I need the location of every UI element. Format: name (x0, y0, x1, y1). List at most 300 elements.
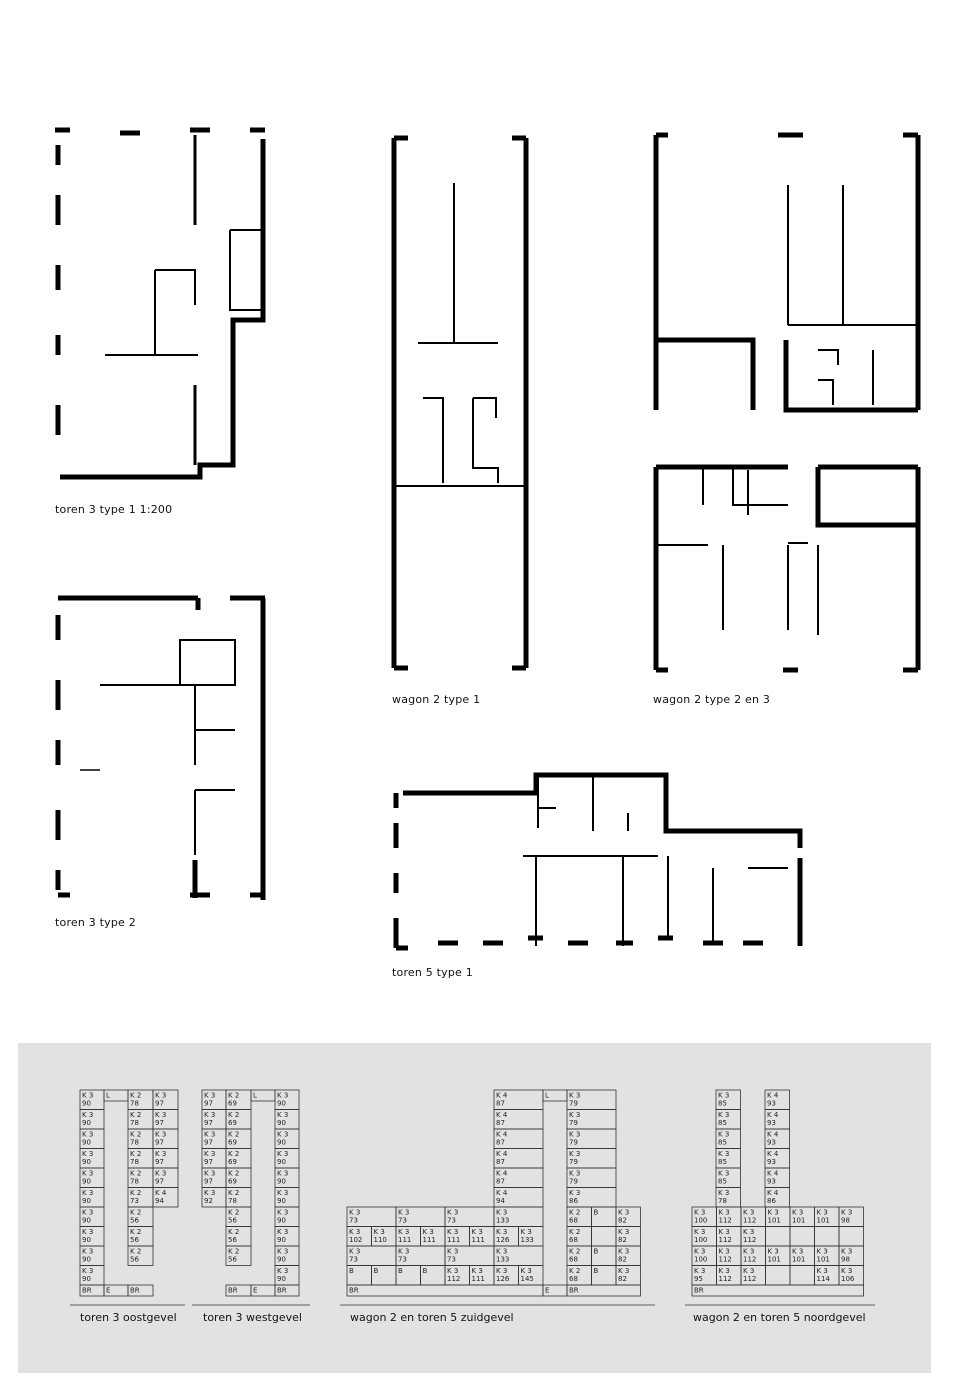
cell-label: K 3 (373, 1228, 385, 1236)
oost-cell (153, 1129, 178, 1149)
zuid-cell (567, 1207, 592, 1227)
noord-tower-cell (716, 1129, 741, 1149)
oost-cell (80, 1227, 104, 1247)
cell-label: B (593, 1208, 599, 1217)
cell-label: 69 (228, 1138, 237, 1147)
cell-label: 87 (496, 1138, 505, 1147)
cell-label: 82 (618, 1216, 627, 1225)
noord-cell (766, 1207, 791, 1227)
cell-label: 90 (82, 1138, 91, 1147)
west-cell (202, 1090, 226, 1110)
cell-label: K 3 (694, 1208, 706, 1217)
cell-label: K 3 (277, 1267, 289, 1275)
cell-label: 69 (228, 1119, 237, 1127)
cell-label: 78 (130, 1099, 139, 1108)
cell-label: B (398, 1267, 403, 1275)
cell-label: K 2 (228, 1169, 240, 1178)
cell-label: K 3 (694, 1267, 706, 1275)
noord-cell (815, 1207, 840, 1227)
noord-cell (692, 1285, 864, 1296)
oost-cell (153, 1188, 178, 1208)
cell-label: 97 (204, 1177, 213, 1186)
oost-cell (153, 1149, 178, 1169)
cell-label: 78 (228, 1197, 237, 1205)
zuid-tower-cell (494, 1188, 543, 1208)
cell-label: K 3 (155, 1169, 167, 1178)
cell-label: K 3 (767, 1208, 779, 1217)
cell-label: BR (349, 1286, 359, 1295)
zuid-cell (445, 1207, 494, 1227)
cell-label: K 2 (130, 1150, 142, 1158)
noord-cell (741, 1207, 766, 1227)
cell-label: 93 (767, 1138, 776, 1147)
cell-label: 79 (569, 1119, 578, 1127)
cell-label: 85 (718, 1119, 727, 1127)
cell-label: K 4 (496, 1169, 508, 1178)
zuid-cell (592, 1266, 617, 1286)
west-cell (202, 1168, 226, 1188)
cell-label: 97 (204, 1099, 213, 1108)
zuid-cell (445, 1266, 470, 1286)
cell-label: 90 (277, 1119, 286, 1127)
cell-label: K 3 (816, 1267, 828, 1275)
cell-label: K 3 (82, 1150, 94, 1158)
cell-label: K 3 (398, 1247, 410, 1256)
cell-label: K 3 (447, 1208, 459, 1217)
cell-label: K 3 (816, 1247, 828, 1256)
cell-label: K 2 (228, 1130, 240, 1139)
cell-label: K 3 (520, 1267, 532, 1275)
zuid-cell (445, 1227, 470, 1247)
cell-label: K 4 (155, 1189, 167, 1197)
cell-label: K 3 (204, 1130, 216, 1139)
noord-cell (717, 1227, 742, 1247)
zuid-tower-cell (494, 1149, 543, 1169)
cell-label: 92 (204, 1197, 213, 1205)
noord-cell (815, 1246, 840, 1266)
west-cell (226, 1090, 251, 1110)
caption-oostgevel: toren 3 oostgevel (80, 1311, 177, 1324)
oost-cell (128, 1207, 153, 1227)
noord-cell (692, 1227, 717, 1247)
zuid-cell (445, 1246, 494, 1266)
cell-label: K 4 (767, 1130, 779, 1139)
cell-label: K 3 (569, 1150, 581, 1158)
west-cell (226, 1188, 251, 1208)
noord-cell (790, 1207, 815, 1227)
cell-label: K 3 (204, 1189, 216, 1197)
noord-cell (815, 1266, 840, 1286)
cell-label: 68 (569, 1255, 578, 1264)
cell-label: 73 (398, 1216, 407, 1225)
oost-cell (80, 1188, 104, 1208)
cell-label: 101 (816, 1216, 830, 1225)
cell-label: 101 (792, 1216, 806, 1225)
cell-label: 85 (718, 1158, 727, 1166)
cell-label: K 3 (82, 1247, 94, 1256)
noord-cell (839, 1227, 864, 1247)
cell-label: 85 (718, 1177, 727, 1186)
zuid-cell (567, 1227, 592, 1247)
cell-label: 100 (694, 1255, 708, 1264)
zuid-tower-cell (567, 1188, 616, 1208)
cell-label: K 3 (718, 1091, 730, 1100)
cell-label: 112 (447, 1275, 461, 1283)
cell-label: E (106, 1286, 111, 1295)
cell-label: 73 (398, 1255, 407, 1264)
noord-cell (692, 1266, 717, 1286)
noord-cell (692, 1207, 717, 1227)
cell-label: 56 (228, 1216, 237, 1225)
oost-cell (153, 1168, 178, 1188)
cell-label: K 3 (277, 1228, 289, 1236)
west-cell (202, 1129, 226, 1149)
cell-label: K 3 (204, 1091, 216, 1100)
cell-label: 86 (767, 1197, 776, 1205)
cell-label: 112 (743, 1236, 757, 1244)
cell-label: L (545, 1091, 549, 1100)
zuid-cell (396, 1207, 445, 1227)
cell-label: 90 (82, 1099, 91, 1108)
cell-label: 82 (618, 1275, 627, 1283)
caption-toren3-type2: toren 3 type 2 (55, 916, 136, 929)
zuid-tower-cell (567, 1168, 616, 1188)
cell-label: 90 (82, 1158, 91, 1166)
cell-label: K 2 (228, 1150, 240, 1158)
zuid-cell (543, 1090, 567, 1101)
cell-label: K 3 (496, 1247, 508, 1256)
cell-label: K 4 (496, 1091, 508, 1100)
cell-label: 90 (82, 1216, 91, 1225)
cell-label: K 3 (569, 1169, 581, 1178)
noord-cell (839, 1246, 864, 1266)
noord-tower-cell (716, 1149, 741, 1169)
cell-label: K 2 (130, 1169, 142, 1178)
zuid-cell (470, 1266, 495, 1286)
zuid-cell (567, 1285, 641, 1296)
cell-label: 106 (841, 1275, 855, 1283)
cell-label: K 3 (204, 1111, 216, 1119)
zuid-cell (396, 1266, 421, 1286)
oost-cell (128, 1227, 153, 1247)
cell-label: L (106, 1091, 110, 1100)
zuid-cell (592, 1246, 617, 1266)
cell-label: K 3 (349, 1208, 361, 1217)
noord-cell (741, 1266, 766, 1286)
cell-label: 90 (277, 1197, 286, 1205)
cell-label: K 3 (155, 1091, 167, 1100)
cell-label: K 3 (349, 1228, 361, 1236)
west-cell (226, 1207, 251, 1227)
cell-label: BR (82, 1286, 92, 1295)
cell-label: K 4 (496, 1111, 508, 1119)
west-cell (251, 1285, 275, 1296)
cell-label: K 4 (767, 1169, 779, 1178)
oost-cell (80, 1110, 104, 1130)
cell-label: K 2 (130, 1111, 142, 1119)
cell-label: K 3 (569, 1091, 581, 1100)
cell-label: K 3 (277, 1150, 289, 1158)
west-cell (202, 1149, 226, 1169)
cell-label: K 2 (228, 1208, 240, 1217)
cell-label: K 4 (496, 1150, 508, 1158)
cell-label: K 3 (569, 1130, 581, 1139)
zuid-cell (396, 1246, 445, 1266)
cell-label: 95 (694, 1275, 703, 1283)
cell-label: 97 (155, 1099, 164, 1108)
cell-label: K 3 (398, 1208, 410, 1217)
cell-label: 68 (569, 1275, 578, 1283)
cell-label: 101 (767, 1216, 781, 1225)
cell-label: K 3 (82, 1189, 94, 1197)
cell-label: 79 (569, 1138, 578, 1147)
cell-label: K 3 (155, 1130, 167, 1139)
cell-label: B (422, 1267, 428, 1275)
cell-label: 90 (82, 1177, 91, 1186)
caption-westgevel: toren 3 westgevel (203, 1311, 302, 1324)
caption-wagon2-type1: wagon 2 type 1 (392, 693, 481, 706)
cell-label: 87 (496, 1099, 505, 1108)
cell-label: E (545, 1286, 550, 1295)
cell-label: K 2 (130, 1130, 142, 1139)
cell-label: 111 (422, 1236, 436, 1244)
caption-noordgevel: wagon 2 en toren 5 noordgevel (693, 1311, 866, 1324)
cell-label: 94 (155, 1197, 164, 1205)
cell-label: K 3 (204, 1169, 216, 1178)
cell-label: K 3 (569, 1111, 581, 1119)
noord-tower-cell (765, 1149, 790, 1169)
cell-label: K 3 (718, 1267, 730, 1275)
oost-cell (128, 1168, 153, 1188)
west-cell (275, 1188, 299, 1208)
cell-label: K 3 (718, 1130, 730, 1139)
oost-cell (80, 1266, 104, 1286)
cell-label: K 3 (618, 1208, 630, 1217)
oost-cell (80, 1168, 104, 1188)
oost-cell (128, 1285, 153, 1296)
cell-label: 112 (718, 1236, 732, 1244)
cell-label: 86 (569, 1197, 578, 1205)
cell-label: 79 (569, 1099, 578, 1108)
west-cell (275, 1246, 299, 1266)
noord-cell (766, 1246, 791, 1266)
cell-label: K 4 (767, 1189, 779, 1197)
cell-label: 110 (373, 1236, 387, 1244)
west-cell (275, 1207, 299, 1227)
cell-label: K 3 (471, 1228, 483, 1236)
cell-label: K 3 (471, 1267, 483, 1275)
cell-label: K 2 (228, 1247, 240, 1256)
cell-label: 98 (841, 1216, 850, 1225)
cell-label: K 2 (130, 1189, 142, 1197)
cell-label: 112 (743, 1255, 757, 1264)
cell-label: 90 (277, 1236, 286, 1244)
west-cell (275, 1285, 299, 1296)
oost-cell (128, 1246, 153, 1266)
cell-label: 133 (496, 1216, 510, 1225)
cell-label: K 4 (767, 1091, 779, 1100)
noord-cell (717, 1207, 742, 1227)
zuid-cell (543, 1285, 567, 1296)
zuid-cell (494, 1246, 543, 1266)
cell-label: 101 (792, 1255, 806, 1264)
cell-label: 56 (228, 1236, 237, 1244)
oost-cell (104, 1285, 128, 1296)
noord-cell (766, 1227, 791, 1247)
noord-cell (815, 1227, 840, 1247)
west-cell (251, 1090, 275, 1101)
cell-label: K 3 (694, 1228, 706, 1236)
cell-label: 101 (767, 1255, 781, 1264)
cell-label: 56 (130, 1236, 139, 1244)
cell-label: 133 (520, 1236, 534, 1244)
cell-label: K 2 (130, 1228, 142, 1236)
zuid-cell (372, 1227, 397, 1247)
cell-label: 97 (155, 1158, 164, 1166)
zuid-cell (616, 1266, 641, 1286)
cell-label: B (349, 1267, 354, 1275)
zuid-tower-cell (567, 1110, 616, 1130)
cell-label: 90 (82, 1255, 91, 1264)
cell-label: 126 (496, 1275, 510, 1283)
zuid-cell (347, 1285, 543, 1296)
cell-label: 97 (155, 1138, 164, 1147)
cell-label: 79 (569, 1158, 578, 1166)
zuid-cell (494, 1207, 543, 1227)
cell-label: 90 (277, 1216, 286, 1225)
cell-label: K 3 (618, 1267, 630, 1275)
oost-cell (80, 1129, 104, 1149)
cell-label: K 3 (743, 1247, 755, 1256)
cell-label: K 3 (496, 1208, 508, 1217)
cell-label: K 2 (569, 1228, 581, 1236)
cell-label: 100 (694, 1216, 708, 1225)
cell-label: K 3 (496, 1228, 508, 1236)
oost-cell (153, 1110, 178, 1130)
cell-label: 93 (767, 1099, 776, 1108)
zuid-cell (494, 1227, 519, 1247)
oost-cell (80, 1149, 104, 1169)
cell-label: 112 (743, 1216, 757, 1225)
cell-label: K 3 (792, 1247, 804, 1256)
cell-label: K 3 (204, 1150, 216, 1158)
cell-label: K 2 (228, 1189, 240, 1197)
cell-label: 97 (155, 1119, 164, 1127)
cell-label: K 3 (841, 1267, 853, 1275)
cell-label: 73 (349, 1255, 358, 1264)
cell-label: 78 (130, 1119, 139, 1127)
oost-cell (128, 1188, 153, 1208)
cell-label: 73 (130, 1197, 139, 1205)
cell-label: BR (694, 1286, 704, 1295)
cell-label: 112 (743, 1275, 757, 1283)
cell-label: 111 (398, 1236, 412, 1244)
noord-cell (790, 1227, 815, 1247)
cell-label: K 3 (718, 1228, 730, 1236)
west-cell (202, 1110, 226, 1130)
west-cell (226, 1149, 251, 1169)
cell-label: K 3 (82, 1130, 94, 1139)
cell-label: 79 (569, 1177, 578, 1186)
noord-cell (717, 1246, 742, 1266)
noord-tower-cell (716, 1110, 741, 1130)
cell-label: K 3 (277, 1247, 289, 1256)
cell-label: K 3 (841, 1247, 853, 1256)
cell-label: BR (277, 1286, 287, 1295)
cell-label: K 3 (718, 1208, 730, 1217)
noord-tower-cell (765, 1168, 790, 1188)
cell-label: K 3 (155, 1111, 167, 1119)
cell-label: 90 (277, 1099, 286, 1108)
cell-label: 97 (204, 1138, 213, 1147)
cell-label: K 3 (447, 1247, 459, 1256)
zuid-cell (519, 1227, 544, 1247)
zuid-cell (616, 1207, 641, 1227)
oost-cell (128, 1090, 153, 1110)
cell-label: K 2 (228, 1091, 240, 1100)
cell-label: 126 (496, 1236, 510, 1244)
cell-label: K 3 (155, 1150, 167, 1158)
zuid-tower-cell (494, 1129, 543, 1149)
cell-label: 112 (718, 1275, 732, 1283)
cell-label: K 3 (694, 1247, 706, 1256)
cell-label: K 3 (398, 1228, 410, 1236)
cell-label: K 3 (82, 1267, 94, 1275)
noord-tower-cell (765, 1129, 790, 1149)
cell-label: K 3 (277, 1111, 289, 1119)
west-cell (275, 1227, 299, 1247)
cell-label: 97 (204, 1119, 213, 1127)
noord-tower-cell (716, 1090, 741, 1110)
cell-label: K 3 (743, 1267, 755, 1275)
oost-cell (153, 1090, 178, 1110)
oost-cell (104, 1090, 128, 1101)
cell-label: BR (569, 1286, 579, 1295)
west-cell (226, 1285, 251, 1296)
cell-label: B (373, 1267, 379, 1275)
cell-label: 85 (718, 1099, 727, 1108)
cell-label: 133 (496, 1255, 510, 1264)
cell-label: E (253, 1286, 258, 1295)
cell-label: K 3 (447, 1228, 459, 1236)
cell-label: 114 (816, 1275, 830, 1283)
cell-label: B (593, 1267, 599, 1275)
cell-label: K 3 (82, 1111, 94, 1119)
cell-label: 145 (520, 1275, 534, 1283)
zuid-cell (567, 1246, 592, 1266)
zuid-cell (567, 1266, 592, 1286)
cell-label: K 2 (569, 1208, 581, 1217)
cell-label: K 3 (792, 1208, 804, 1217)
noord-cell (790, 1266, 815, 1286)
cell-label: 68 (569, 1236, 578, 1244)
west-cell (226, 1168, 251, 1188)
cell-label: 111 (471, 1275, 485, 1283)
noord-cell (839, 1266, 864, 1286)
noord-cell (692, 1246, 717, 1266)
cell-label: K 3 (520, 1228, 532, 1236)
cell-label: 78 (130, 1138, 139, 1147)
zuid-cell (421, 1227, 446, 1247)
oost-cell (128, 1129, 153, 1149)
cell-label: 82 (618, 1236, 627, 1244)
cell-label: 73 (349, 1216, 358, 1225)
cell-label: K 3 (277, 1208, 289, 1217)
cell-label: K 3 (82, 1228, 94, 1236)
caption-toren5-type1: toren 5 type 1 (392, 966, 473, 979)
cell-label: 112 (718, 1255, 732, 1264)
west-cell (275, 1168, 299, 1188)
